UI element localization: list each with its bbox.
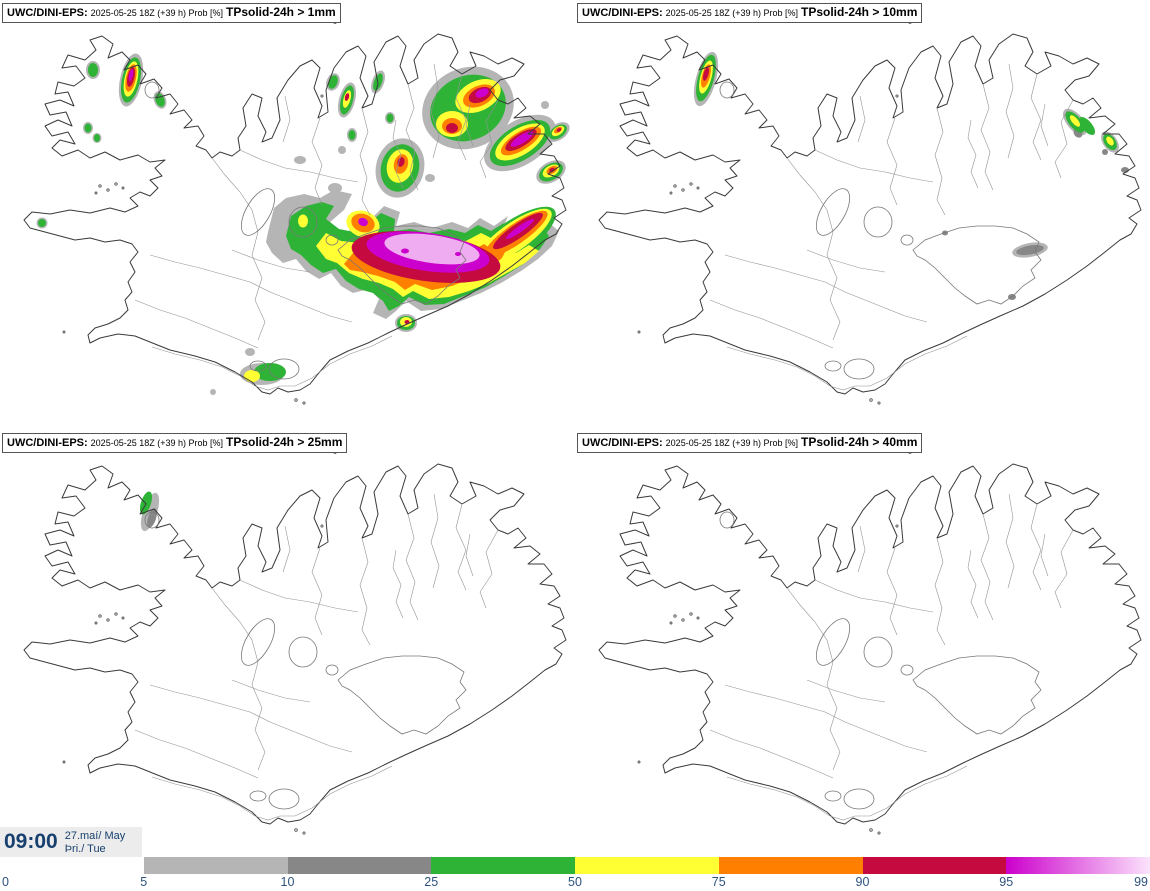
threshold-label: TPsolid-24h > 25mm bbox=[226, 435, 343, 449]
valid-date-line2: Þri./ Tue bbox=[64, 843, 106, 855]
threshold-label: TPsolid-24h > 10mm bbox=[801, 5, 918, 19]
product-label: UWC/DINI-EPS: bbox=[582, 437, 663, 449]
run-meta-label: 2025-05-25 18Z (+39 h) Prob [%] bbox=[665, 438, 798, 448]
product-label: UWC/DINI-EPS: bbox=[7, 7, 88, 19]
scale-segment-95-99 bbox=[1006, 857, 1150, 874]
scale-segment-5-10 bbox=[144, 857, 288, 874]
scale-segment-10-25 bbox=[288, 857, 432, 874]
run-meta-label: 2025-05-25 18Z (+39 h) Prob [%] bbox=[665, 8, 798, 18]
scale-tick-99: 99 bbox=[1134, 875, 1148, 889]
scale-tick-50: 50 bbox=[568, 875, 582, 889]
probability-field-1mm bbox=[37, 51, 574, 395]
run-meta-label: 2025-05-25 18Z (+39 h) Prob [%] bbox=[90, 438, 223, 448]
probability-field-10mm bbox=[689, 49, 1129, 300]
valid-time: 09:00 bbox=[4, 830, 58, 853]
scale-tick-10: 10 bbox=[280, 875, 295, 889]
map-svg-25mm bbox=[0, 430, 575, 860]
map-svg-40mm bbox=[575, 430, 1150, 860]
scale-tick-0: 0 bbox=[2, 875, 9, 889]
panel-title-10mm bbox=[577, 3, 922, 23]
scale-tick-75: 75 bbox=[711, 875, 726, 889]
scale-tick-95: 95 bbox=[999, 875, 1014, 889]
map-svg-1mm bbox=[0, 0, 575, 430]
map-svg-10mm bbox=[575, 0, 1150, 430]
valid-time-box bbox=[0, 827, 142, 858]
scale-segment-90-95 bbox=[863, 857, 1007, 874]
product-label: UWC/DINI-EPS: bbox=[7, 437, 88, 449]
scale-segment-75-90 bbox=[719, 857, 863, 874]
map-panel-1mm bbox=[0, 0, 575, 430]
scale-tick-5: 5 bbox=[140, 875, 148, 889]
panel-title-25mm bbox=[2, 433, 347, 453]
scale-tick-25: 25 bbox=[424, 875, 439, 889]
run-meta-label: 2025-05-25 18Z (+39 h) Prob [%] bbox=[90, 8, 223, 18]
panel-title-40mm bbox=[577, 433, 922, 453]
valid-date bbox=[65, 829, 126, 856]
scale-segment-50-75 bbox=[575, 857, 719, 874]
product-label: UWC/DINI-EPS: bbox=[582, 7, 663, 19]
threshold-label: TPsolid-24h > 40mm bbox=[801, 435, 918, 449]
scale-bar bbox=[0, 857, 1150, 874]
scale-segment-25-50 bbox=[431, 857, 575, 874]
map-panel-40mm bbox=[575, 430, 1150, 860]
panel-title-1mm bbox=[2, 3, 341, 23]
scale-tick-90: 90 bbox=[855, 875, 870, 889]
map-panel-10mm bbox=[575, 0, 1150, 430]
map-panel-25mm bbox=[0, 430, 575, 860]
valid-date-line1: 27.maí/ May bbox=[64, 830, 126, 842]
scale-ticks bbox=[0, 874, 1150, 891]
threshold-label: TPsolid-24h > 1mm bbox=[226, 5, 336, 19]
